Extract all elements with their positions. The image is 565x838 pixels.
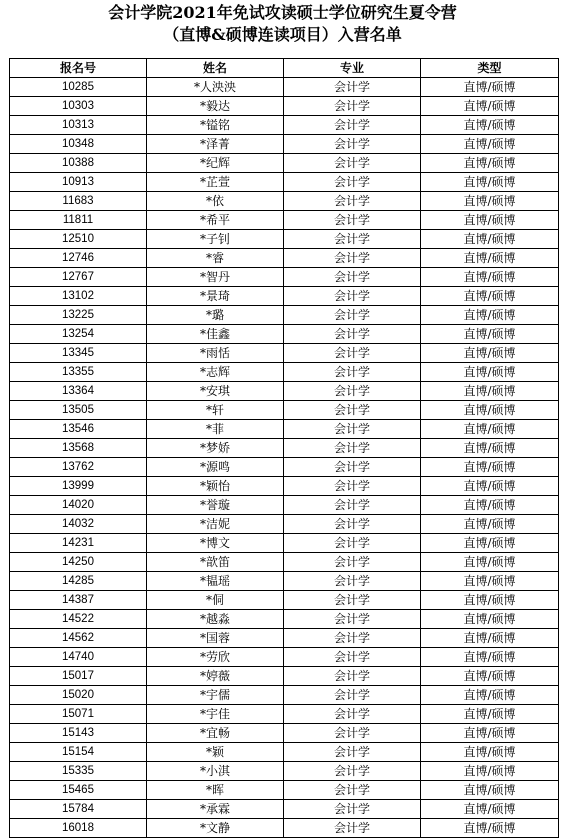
table-row — [10, 781, 559, 800]
registration-number-cell: 10285 — [10, 78, 147, 97]
type-cell: 直博/硕博 — [421, 173, 559, 192]
table-row — [10, 477, 559, 496]
name-cell: *智丹 — [147, 268, 284, 287]
major-cell: 会计学 — [284, 819, 421, 838]
major-cell: 会计学 — [284, 667, 421, 686]
table-row — [10, 553, 559, 572]
table-row — [10, 420, 559, 439]
type-cell: 直博/硕博 — [421, 762, 559, 781]
registration-number-cell: 16018 — [10, 819, 147, 838]
type-cell: 直博/硕博 — [421, 268, 559, 287]
name-cell: *小淇 — [147, 762, 284, 781]
registration-number-cell: 10313 — [10, 116, 147, 135]
registration-number-cell: 10388 — [10, 154, 147, 173]
registration-number-cell: 13225 — [10, 306, 147, 325]
registration-number-cell: 13999 — [10, 477, 147, 496]
registration-number-cell: 15143 — [10, 724, 147, 743]
table-header-row — [10, 59, 559, 78]
registration-number-cell: 11811 — [10, 211, 147, 230]
type-cell: 直博/硕博 — [421, 135, 559, 154]
table-row — [10, 363, 559, 382]
registration-number-cell: 15020 — [10, 686, 147, 705]
name-cell: *宜畅 — [147, 724, 284, 743]
type-cell: 直博/硕博 — [421, 477, 559, 496]
major-cell: 会计学 — [284, 439, 421, 458]
registration-number-cell: 15784 — [10, 800, 147, 819]
registration-number-cell: 13568 — [10, 439, 147, 458]
name-cell: *子钊 — [147, 230, 284, 249]
name-cell: *歆笛 — [147, 553, 284, 572]
major-cell: 会计学 — [284, 401, 421, 420]
type-cell: 直博/硕博 — [421, 724, 559, 743]
name-cell: *源鸣 — [147, 458, 284, 477]
type-cell: 直博/硕博 — [421, 648, 559, 667]
major-cell: 会计学 — [284, 344, 421, 363]
major-cell: 会计学 — [284, 211, 421, 230]
name-cell: *宇儒 — [147, 686, 284, 705]
header-registration-number: 报名号 — [10, 59, 147, 78]
name-cell: *毅达 — [147, 97, 284, 116]
header-name: 姓名 — [147, 59, 284, 78]
table-row — [10, 496, 559, 515]
table-row — [10, 344, 559, 363]
table-row — [10, 515, 559, 534]
registration-number-cell: 13546 — [10, 420, 147, 439]
table-row — [10, 819, 559, 838]
major-cell: 会计学 — [284, 534, 421, 553]
type-cell: 直博/硕博 — [421, 116, 559, 135]
table-row — [10, 648, 559, 667]
major-cell: 会计学 — [284, 743, 421, 762]
major-cell: 会计学 — [284, 724, 421, 743]
table-row — [10, 667, 559, 686]
type-cell: 直博/硕博 — [421, 211, 559, 230]
type-cell: 直博/硕博 — [421, 686, 559, 705]
table-row — [10, 591, 559, 610]
major-cell: 会计学 — [284, 705, 421, 724]
name-cell: *纪辉 — [147, 154, 284, 173]
type-cell: 直博/硕博 — [421, 363, 559, 382]
major-cell: 会计学 — [284, 97, 421, 116]
type-cell: 直博/硕博 — [421, 325, 559, 344]
type-cell: 直博/硕博 — [421, 819, 559, 838]
major-cell: 会计学 — [284, 287, 421, 306]
registration-number-cell: 15154 — [10, 743, 147, 762]
major-cell: 会计学 — [284, 572, 421, 591]
table-row — [10, 230, 559, 249]
type-cell: 直博/硕博 — [421, 572, 559, 591]
type-cell: 直博/硕博 — [421, 458, 559, 477]
registration-number-cell: 13355 — [10, 363, 147, 382]
name-cell: *泽菁 — [147, 135, 284, 154]
name-cell: *睿 — [147, 249, 284, 268]
type-cell: 直博/硕博 — [421, 591, 559, 610]
major-cell: 会计学 — [284, 78, 421, 97]
major-cell: 会计学 — [284, 496, 421, 515]
type-cell: 直博/硕博 — [421, 287, 559, 306]
table-row — [10, 268, 559, 287]
name-cell: *文静 — [147, 819, 284, 838]
table-row — [10, 78, 559, 97]
registration-number-cell: 14020 — [10, 496, 147, 515]
table-row — [10, 439, 559, 458]
table-row — [10, 705, 559, 724]
table-row — [10, 572, 559, 591]
registration-number-cell: 10303 — [10, 97, 147, 116]
major-cell: 会计学 — [284, 268, 421, 287]
major-cell: 会计学 — [284, 116, 421, 135]
name-cell: *景琦 — [147, 287, 284, 306]
major-cell: 会计学 — [284, 420, 421, 439]
name-cell: *希平 — [147, 211, 284, 230]
major-cell: 会计学 — [284, 781, 421, 800]
name-cell: *颖 — [147, 743, 284, 762]
table-row — [10, 135, 559, 154]
table-row — [10, 629, 559, 648]
table-row — [10, 97, 559, 116]
table-row — [10, 458, 559, 477]
major-cell: 会计学 — [284, 762, 421, 781]
registration-number-cell: 14285 — [10, 572, 147, 591]
major-cell: 会计学 — [284, 800, 421, 819]
name-cell: *璐 — [147, 306, 284, 325]
registration-number-cell: 13102 — [10, 287, 147, 306]
major-cell: 会计学 — [284, 306, 421, 325]
table-row — [10, 401, 559, 420]
registration-number-cell: 10913 — [10, 173, 147, 192]
registration-number-cell: 12767 — [10, 268, 147, 287]
name-cell: *镒铭 — [147, 116, 284, 135]
major-cell: 会计学 — [284, 591, 421, 610]
type-cell: 直博/硕博 — [421, 230, 559, 249]
major-cell: 会计学 — [284, 382, 421, 401]
table-row — [10, 610, 559, 629]
name-cell: *洁妮 — [147, 515, 284, 534]
name-cell: *婷薇 — [147, 667, 284, 686]
admission-list-table — [9, 58, 559, 838]
type-cell: 直博/硕博 — [421, 515, 559, 534]
major-cell: 会计学 — [284, 515, 421, 534]
major-cell: 会计学 — [284, 363, 421, 382]
type-cell: 直博/硕博 — [421, 382, 559, 401]
registration-number-cell: 13345 — [10, 344, 147, 363]
name-cell: *梦娇 — [147, 439, 284, 458]
type-cell: 直博/硕博 — [421, 154, 559, 173]
table-row — [10, 211, 559, 230]
type-cell: 直博/硕博 — [421, 743, 559, 762]
major-cell: 会计学 — [284, 325, 421, 344]
type-cell: 直博/硕博 — [421, 420, 559, 439]
name-cell: *志辉 — [147, 363, 284, 382]
type-cell: 直博/硕博 — [421, 667, 559, 686]
type-cell: 直博/硕博 — [421, 629, 559, 648]
table-row — [10, 382, 559, 401]
major-cell: 会计学 — [284, 173, 421, 192]
type-cell: 直博/硕博 — [421, 610, 559, 629]
major-cell: 会计学 — [284, 230, 421, 249]
registration-number-cell: 14387 — [10, 591, 147, 610]
name-cell: *菲 — [147, 420, 284, 439]
type-cell: 直博/硕博 — [421, 534, 559, 553]
name-cell: *雨恬 — [147, 344, 284, 363]
table-row — [10, 249, 559, 268]
name-cell: *越淼 — [147, 610, 284, 629]
table-row — [10, 173, 559, 192]
type-cell: 直博/硕博 — [421, 439, 559, 458]
registration-number-cell: 14562 — [10, 629, 147, 648]
type-cell: 直博/硕博 — [421, 78, 559, 97]
registration-number-cell: 11683 — [10, 192, 147, 211]
registration-number-cell: 13364 — [10, 382, 147, 401]
type-cell: 直博/硕博 — [421, 496, 559, 515]
major-cell: 会计学 — [284, 135, 421, 154]
name-cell: *宇佳 — [147, 705, 284, 724]
name-cell: *誉璇 — [147, 496, 284, 515]
name-cell: *劳欣 — [147, 648, 284, 667]
table-row — [10, 116, 559, 135]
name-cell: *博文 — [147, 534, 284, 553]
type-cell: 直博/硕博 — [421, 553, 559, 572]
type-cell: 直博/硕博 — [421, 781, 559, 800]
name-cell: *颖怡 — [147, 477, 284, 496]
table-row — [10, 534, 559, 553]
major-cell: 会计学 — [284, 629, 421, 648]
registration-number-cell: 14740 — [10, 648, 147, 667]
major-cell: 会计学 — [284, 648, 421, 667]
registration-number-cell: 15465 — [10, 781, 147, 800]
type-cell: 直博/硕博 — [421, 800, 559, 819]
table-row — [10, 743, 559, 762]
table-row — [10, 306, 559, 325]
document-title: 会计学院2021年免试攻读硕士学位研究生夏令营 — [108, 3, 457, 22]
type-cell: 直博/硕博 — [421, 192, 559, 211]
type-cell: 直博/硕博 — [421, 306, 559, 325]
name-cell: *依 — [147, 192, 284, 211]
name-cell: *晖 — [147, 781, 284, 800]
name-cell: *芷萱 — [147, 173, 284, 192]
registration-number-cell: 13254 — [10, 325, 147, 344]
type-cell: 直博/硕博 — [421, 705, 559, 724]
registration-number-cell: 12510 — [10, 230, 147, 249]
major-cell: 会计学 — [284, 249, 421, 268]
table-row — [10, 287, 559, 306]
table-row — [10, 800, 559, 819]
major-cell: 会计学 — [284, 686, 421, 705]
major-cell: 会计学 — [284, 458, 421, 477]
registration-number-cell: 14522 — [10, 610, 147, 629]
name-cell: *人泱泱 — [147, 78, 284, 97]
registration-number-cell: 14032 — [10, 515, 147, 534]
registration-number-cell: 15335 — [10, 762, 147, 781]
registration-number-cell: 13762 — [10, 458, 147, 477]
header-type: 类型 — [421, 59, 559, 78]
major-cell: 会计学 — [284, 553, 421, 572]
registration-number-cell: 15071 — [10, 705, 147, 724]
registration-number-cell: 15017 — [10, 667, 147, 686]
table-row — [10, 192, 559, 211]
type-cell: 直博/硕博 — [421, 97, 559, 116]
name-cell: *韫瑶 — [147, 572, 284, 591]
table-row — [10, 325, 559, 344]
major-cell: 会计学 — [284, 610, 421, 629]
name-cell: *安琪 — [147, 382, 284, 401]
table-row — [10, 154, 559, 173]
name-cell: *承霖 — [147, 800, 284, 819]
name-cell: *侗 — [147, 591, 284, 610]
major-cell: 会计学 — [284, 154, 421, 173]
major-cell: 会计学 — [284, 192, 421, 211]
header-major: 专业 — [284, 59, 421, 78]
registration-number-cell: 14250 — [10, 553, 147, 572]
type-cell: 直博/硕博 — [421, 401, 559, 420]
name-cell: *佳鑫 — [147, 325, 284, 344]
registration-number-cell: 10348 — [10, 135, 147, 154]
name-cell: *国蓉 — [147, 629, 284, 648]
table-row — [10, 724, 559, 743]
registration-number-cell: 12746 — [10, 249, 147, 268]
table-row — [10, 762, 559, 781]
type-cell: 直博/硕博 — [421, 344, 559, 363]
table-row — [10, 686, 559, 705]
registration-number-cell: 14231 — [10, 534, 147, 553]
major-cell: 会计学 — [284, 477, 421, 496]
document-subtitle: （直博&硕博连读项目）入营名单 — [163, 25, 402, 44]
registration-number-cell: 13505 — [10, 401, 147, 420]
type-cell: 直博/硕博 — [421, 249, 559, 268]
table-body — [10, 78, 559, 838]
name-cell: *轩 — [147, 401, 284, 420]
